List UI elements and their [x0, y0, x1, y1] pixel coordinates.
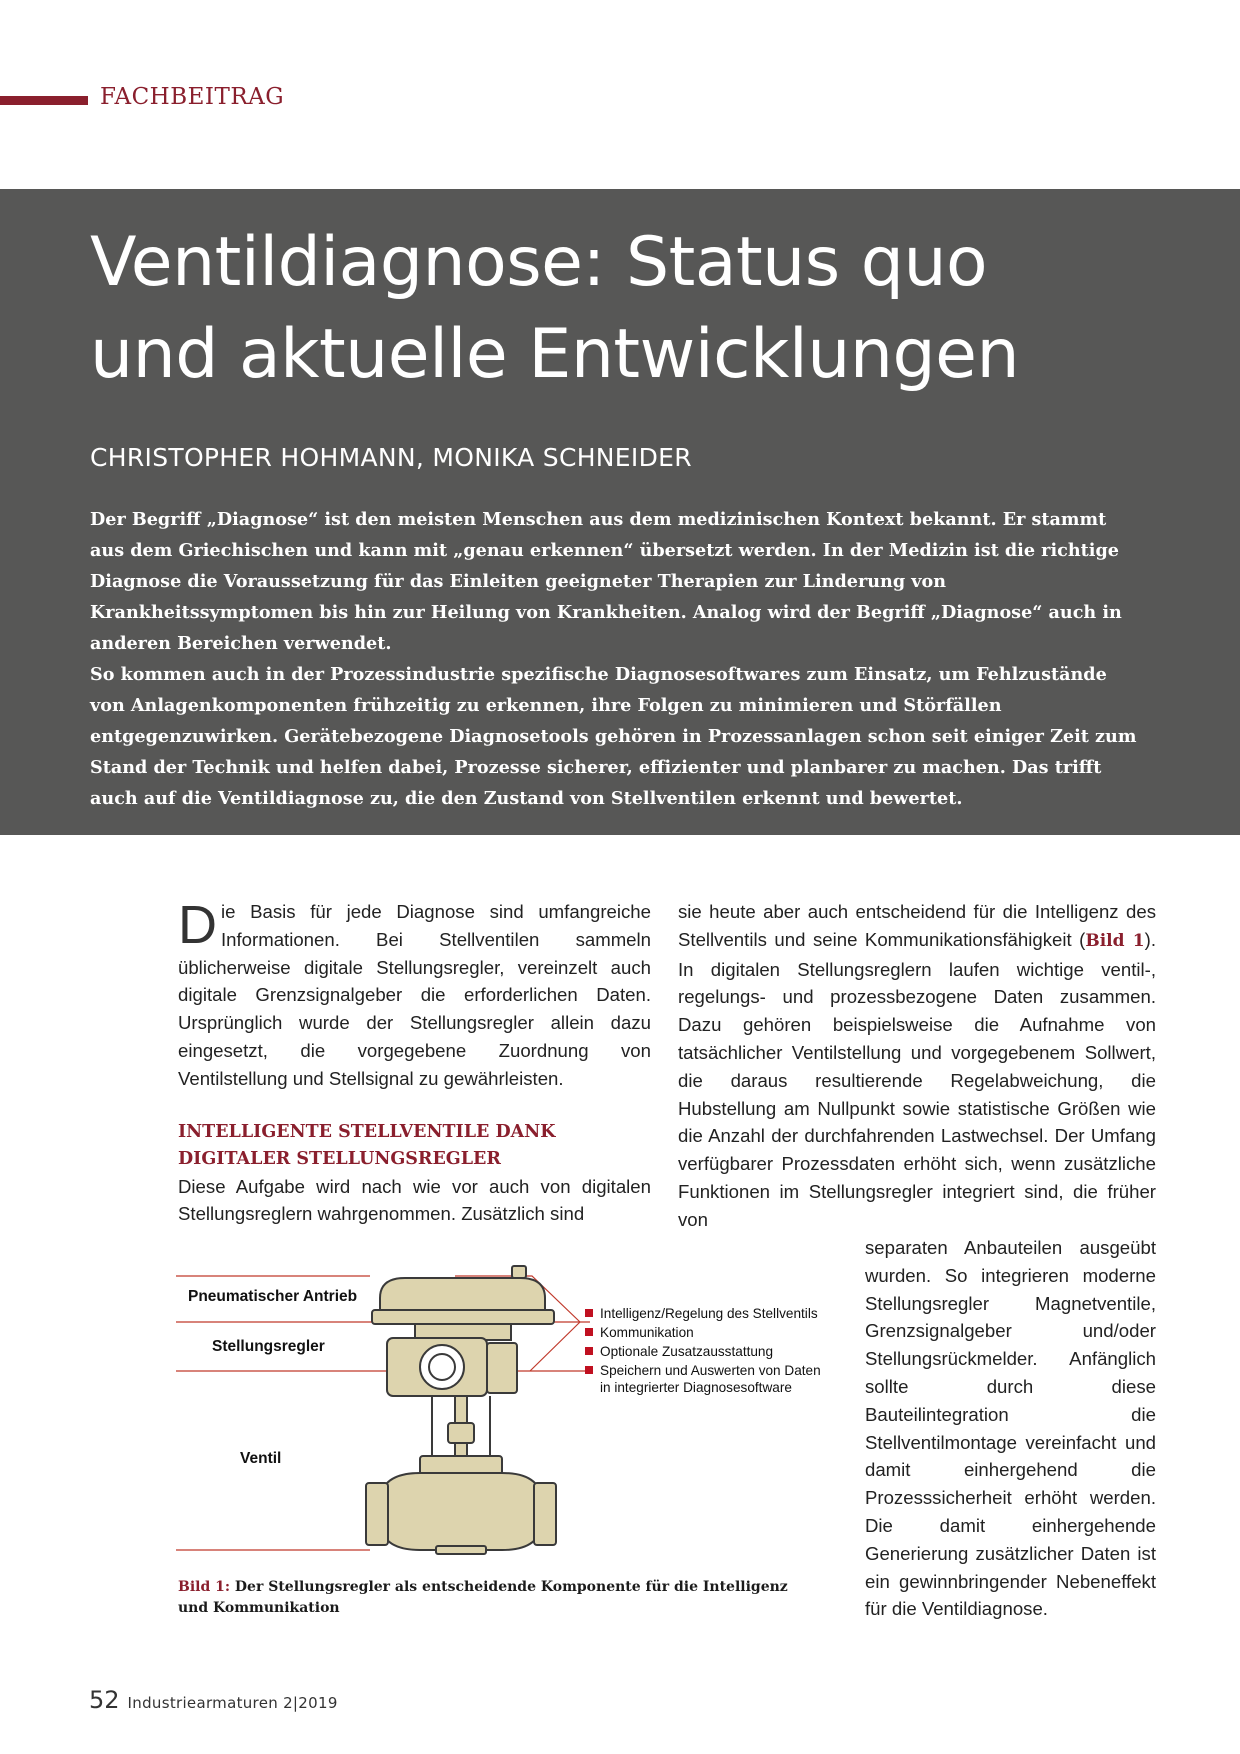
body-column-1 [178, 895, 651, 1228]
subheading-line-2: DIGITALER STELLUNGSREGLER [178, 1148, 501, 1169]
section-kicker: FACHBEITRAG [100, 84, 285, 110]
page-number: 52 [89, 1686, 120, 1714]
page-footer [89, 1686, 338, 1714]
positioner-display-inner [429, 1354, 455, 1380]
feature-item: Kommunikation [585, 1323, 821, 1342]
flange-left [366, 1483, 388, 1545]
paragraph-3-post: ). In digitalen Stellungsreglern laufen wichtige ventil-, regelungs- und prozessbezogene Daten zusammen. Dazu gehören beispielsweise die Aufnahme von tatsächlicher Ventilstellung und vorgegebenem Sollwert, die daraus resultierende Regelabweichung, die Hubstellung am Nullpunkt sowie statistische Größen wie die Anzahl der durchfahrenden Lastwechsel. Der Umfang verfügbarer Prozessdaten erhöht sich, wenn zusätzliche Funktionen im Stellungsregler integriert sind, die früher von [678, 928, 1156, 1230]
figure-reference-link[interactable]: Bild 1 [1085, 930, 1145, 951]
feature-list [585, 1304, 821, 1380]
figure-1 [170, 1258, 850, 1558]
leader-line-callout-bottom [530, 1370, 590, 1371]
paragraph-3 [678, 898, 1156, 1234]
feature-item: Optionale Zusatzausstattung [585, 1342, 821, 1361]
paragraph-1-text: ie Basis für jede Diagnose sind umfangreiche Informationen. Bei Stellventilen sammeln üblicherweise digitale Stellungsregler, vereinzelt auch digitale Grenzsignalgeber die erforderlichen Daten. Ursprünglich wurde der Stellungsregler allein dazu eingesetzt, die vorgegebene Zuordnung von Ventilstellung und Stellsignal zu gewährleisten. [178, 901, 651, 1089]
article-title [90, 217, 1190, 401]
paragraph-4: separaten Anbauteilen ausgeübt wurden. So integrieren moderne Stellungsregler Magnetventile, Grenzsignalgeber und/oder Stellungsrückmelder. Anfänglich sollte durch diese Bauteilintegration die Stellventilmontage vereinfacht und damit einhergehend die Prozesssicherheit erhöht werden. Die damit einhergehende Generierung zusätzlicher Daten ist ein gewinnbringender Nebeneffekt für die Ventildiagnose. [865, 1237, 1156, 1620]
paragraph-3-pre: sie heute aber auch entscheidend für die Intelligenz des Stellventils und seine Kommunikationsfähigkeit ( [678, 901, 1156, 950]
positioner-mount [487, 1343, 517, 1393]
body-column-2 [678, 898, 1156, 1234]
lead-part-2: So kommen auch in der Prozessindustrie spezifische Diagnosesoftwares zum Einsatz, um Fehlzustände von Anlagenkomponenten frühzeitig zu erkennen, ihre Folgen zu minimieren und Störfällen entgegenzuwirken. Gerätebezogene Diagnosetools gehören in Prozessanlagen schon seit einiger Zeit zum Stand der Technik und helfen dabei, Prozesse sicherer, effizienter und planbarer zu machen. Das trifft auch auf die Ventildiagnose zu, die den Zustand von Stellventilen erkennt und bewertet. [90, 664, 1137, 809]
figure-caption [178, 1577, 818, 1619]
kicker-bar [0, 96, 88, 105]
feature-item: Intelligenz/Regelung des Stellventils [585, 1304, 821, 1323]
paragraph-2: Diese Aufgabe wird nach wie vor auch von digitalen Stellungsreglern wahrgenommen. Zusätzlich sind [178, 1175, 651, 1225]
article-authors: CHRISTOPHER HOHMANN, MONIKA SCHNEIDER [90, 443, 692, 472]
article-lead [90, 504, 1140, 814]
title-line-1: Ventildiagnose: Status quo [90, 223, 988, 302]
label-positioner: Stellungsregler [212, 1338, 325, 1355]
leader-line-callout-diagonal [530, 1322, 580, 1371]
actuator-cap [512, 1266, 526, 1278]
caption-label: Bild 1: [178, 1579, 231, 1595]
stem-coupling [448, 1423, 474, 1443]
drop-cap: D [178, 895, 217, 955]
article-hero [0, 189, 1240, 835]
paragraph-1 [178, 895, 651, 1093]
feature-item: Speichern und Auswerten von Daten [585, 1361, 821, 1380]
actuator-housing [380, 1278, 545, 1313]
label-actuator: Pneumatischer Antrieb [188, 1288, 358, 1305]
lead-part-1: Der Begriff „Diagnose“ ist den meisten Menschen aus dem medizinischen Kontext bekannt. Er stammt aus dem Griechischen und kann mit „genau erkennen“ übersetzt werden. In der Medizin ist die richtige Diagnose die Voraussetzung für das Einleiten geeigneter Therapien zur Linderung von Krankheitssymptomen bis hin zur Heilung von Krankheiten. Analog wird der Begriff „Diagnose“ auch in anderen Bereichen verwendet. [90, 509, 1122, 654]
title-line-2: und aktuelle Entwicklungen [90, 315, 1020, 394]
journal-name: Industriearmaturen 2|2019 [127, 1694, 338, 1712]
valve-body [380, 1473, 542, 1550]
feature-item-continuation: in integrierter Diagnosesoftware [600, 1380, 792, 1395]
body-column-2-continued [865, 1234, 1156, 1623]
section-subheading [178, 1119, 651, 1173]
label-valve: Ventil [240, 1450, 282, 1467]
valve-foot [436, 1546, 486, 1554]
subheading-line-1: INTELLIGENTE STELLVENTILE DANK [178, 1121, 556, 1142]
actuator-flange [372, 1310, 554, 1324]
flange-right [534, 1483, 556, 1545]
caption-text: Der Stellungsregler als entscheidende Komponente für die Intelligenz und Kommunikation [178, 1579, 788, 1616]
